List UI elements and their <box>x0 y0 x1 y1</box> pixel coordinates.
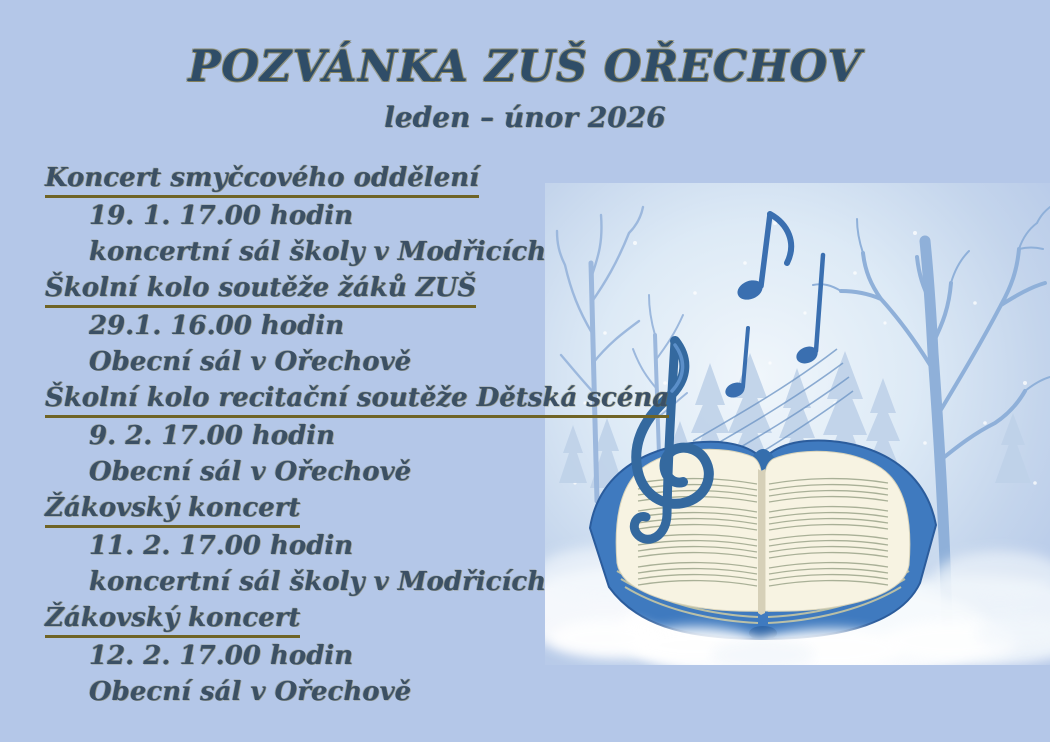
event-name: Školní kolo soutěže žáků ZUŠ <box>45 272 476 308</box>
event-heading <box>45 270 669 308</box>
event-heading <box>45 600 669 638</box>
event-venue: koncertní sál školy v Modřicích <box>89 237 547 267</box>
poster-header <box>0 42 1050 134</box>
event-venue: Obecní sál v Ořechově <box>89 347 412 377</box>
event-venue: koncertní sál školy v Modřicích <box>89 567 547 597</box>
event-heading <box>45 160 669 198</box>
event-datetime: 29.1. 16.00 hodin <box>89 311 345 341</box>
poster-subtitle: leden – únor 2026 <box>384 101 666 134</box>
event-list <box>45 160 669 710</box>
event-venue: Obecní sál v Ořechově <box>89 677 412 707</box>
event-datetime: 9. 2. 17.00 hodin <box>89 421 336 451</box>
event-datetime: 19. 1. 17.00 hodin <box>89 201 354 231</box>
event-name: Školní kolo recitační soutěže Dětská scéna <box>45 382 669 418</box>
event-heading <box>45 490 669 528</box>
event-datetime: 11. 2. 17.00 hodin <box>89 531 354 561</box>
event-datetime: 12. 2. 17.00 hodin <box>89 641 354 671</box>
event-name: Žákovský koncert <box>45 602 300 638</box>
event-heading <box>45 380 669 418</box>
event-name: Koncert smyčcového oddělení <box>45 162 479 198</box>
event-venue: Obecní sál v Ořechově <box>89 457 412 487</box>
event-name: Žákovský koncert <box>45 492 300 528</box>
poster-title: POZVÁNKA ZUŠ OŘECHOV <box>188 42 862 92</box>
